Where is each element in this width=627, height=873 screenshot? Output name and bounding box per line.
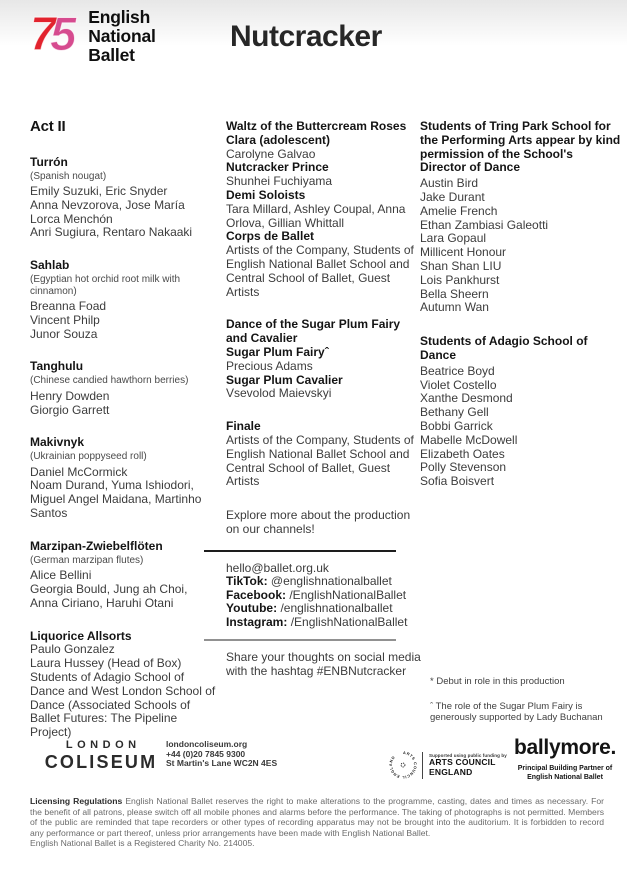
student-name: Bobbi Garrick	[420, 418, 493, 433]
coliseum-phone: +44 (0)20 7845 9300	[166, 748, 246, 759]
student-group-title: Students of Tring Park School for the Performing Arts appear by kind permission of the School's Director of Dance	[420, 119, 621, 175]
svg-text:ARTS COUNCIL ENGLAND: ARTS COUNCIL ENGLAND	[389, 751, 417, 779]
divider-top	[204, 550, 396, 552]
role-name: Corps de Ballet	[226, 229, 315, 244]
ballymore-tagline: Principal Building Partner of English National Ballet	[517, 765, 613, 781]
student-name: Bethany Gell	[420, 405, 489, 420]
cast-section	[30, 436, 216, 520]
section-title: Turrón	[30, 154, 68, 169]
social-network-label: Facebook:	[226, 587, 287, 602]
student-name: Austin Bird	[420, 176, 479, 191]
student-name: Polly Stevenson	[420, 460, 507, 475]
col1-sections	[30, 156, 216, 740]
student-name: Mabelle McDowell	[420, 432, 518, 447]
licensing-text: English National Ballet reserves the right to make alterations to the programme, casting, dates and times as necessary. For the benefit of all patrons, please switch off all mobile phones and alarms before the performance. The taking of photographs is not permitted. Members of the public are reminded that tape recorders or other types of recording apparatus may not be brought into the auditorium. It is forbidden to record any performance or part thereof, unless prior arrangements have been made with English National Ballet.	[30, 796, 604, 838]
licensing-regulations	[30, 796, 604, 849]
student-name: Millicent Honour	[420, 245, 507, 260]
social-network-label: TikTok:	[226, 574, 268, 589]
student-name: Violet Costello	[420, 377, 497, 392]
social-link-line	[226, 589, 421, 603]
cast-names: Junor Souza	[30, 326, 98, 341]
social-links	[226, 575, 421, 629]
section-title: Sahlab	[30, 258, 70, 273]
act-heading: Act II	[30, 118, 66, 135]
section-subtitle: (Chinese candied hawthorn berries)	[30, 375, 189, 387]
coliseum-logo-line2: COLISEUM	[44, 752, 158, 772]
cast-names: Alice Bellini	[30, 568, 92, 583]
arts-council-text	[429, 753, 507, 776]
section-title: Makivnyk	[30, 435, 85, 450]
charity-line: English National Ballet is a Registered Charity No. 214005.	[30, 838, 255, 849]
cast-section	[30, 156, 216, 240]
divider-bottom	[204, 639, 396, 641]
social-handle: /EnglishNationalBallet	[287, 614, 408, 629]
coliseum-address: St Martin's Lane WC2N 4ES	[166, 758, 278, 769]
student-name: Lara Gopaul	[420, 231, 487, 246]
cast-names: Henry Dowden	[30, 388, 110, 403]
student-name: Elizabeth Oates	[420, 446, 505, 461]
cast-names: Emily Suzuki, Eric Snyder	[30, 184, 168, 199]
social-link-line	[226, 616, 421, 630]
london-coliseum-logo	[36, 739, 166, 773]
role-name: Nutcracker Prince	[226, 160, 329, 175]
col2-sections	[226, 120, 421, 489]
enb-logo	[30, 8, 156, 65]
cast-names: Anna Nevzorova, Jose María Lorca Menchón	[30, 197, 185, 226]
cast-column-principals	[226, 120, 421, 679]
cast-section	[30, 540, 216, 611]
cast-section	[30, 259, 216, 341]
enb-wordmark-line3: Ballet	[88, 45, 135, 65]
role-name: Clara (adolescent)	[226, 132, 331, 147]
student-name: Ethan Zambiasi Galeotti	[420, 217, 549, 232]
cast-names: Shunhei Fuchiyama	[226, 174, 333, 189]
student-name: Bella Sheern	[420, 286, 489, 301]
student-name: Autumn Wan	[420, 300, 489, 315]
social-link-line	[226, 575, 421, 589]
ballymore-wordmark: ballymore.	[513, 736, 617, 759]
cast-names: Laura Hussey (Head of Box)	[30, 656, 182, 671]
logo-digit-5: 5	[50, 7, 71, 60]
cast-names: Artists of the Company, Students of English National Ballet School and Central School of Ballet, Guest Artists	[226, 432, 414, 489]
section-subtitle: (Ukrainian poppyseed roll)	[30, 451, 147, 463]
role-name: Sugar Plum Fairyˆ	[226, 344, 329, 359]
section-subtitle: (Spanish nougat)	[30, 170, 107, 182]
cast-names: Noam Durand, Yuma Ishiodori, Miguel Angel Maidana, Martinho Santos	[30, 478, 202, 521]
cast-section	[226, 420, 421, 489]
contact-block	[226, 562, 421, 630]
cast-names: Georgia Bould, Jung ah Choi, Anna Ciriano, Haruhi Otani	[30, 581, 188, 610]
arts-council-separator	[422, 752, 423, 779]
licensing-paragraph	[30, 796, 604, 838]
role-name: Sugar Plum Cavalier	[226, 372, 343, 387]
section-subtitle: (Egyptian hot orchid root milk with cinnamon)	[30, 274, 181, 297]
arts-council-lockup	[389, 751, 507, 779]
cast-names: Vincent Philp	[30, 312, 100, 327]
arts-council-name-line1: ARTS COUNCIL	[429, 757, 496, 768]
cast-names: Vsevolod Maievskyi	[226, 386, 332, 401]
section-title: Finale	[226, 419, 261, 434]
licensing-label: Licensing Regulations	[30, 796, 123, 806]
student-group	[420, 335, 621, 489]
coliseum-website: londoncoliseum.org	[166, 739, 248, 749]
cast-names: Paulo Gonzalez	[30, 642, 115, 657]
cast-section	[30, 360, 216, 417]
coliseum-logo-line1: LONDON	[65, 739, 141, 751]
explore-note: Explore more about the production on our channels!	[226, 508, 411, 536]
cast-names: Giorgio Garrett	[30, 402, 110, 417]
enb-wordmark-line2: National	[88, 26, 156, 46]
social-network-label: Instagram:	[226, 614, 288, 629]
footnotes	[430, 676, 618, 737]
cast-names: Carolyne Galvao	[226, 146, 316, 161]
student-name: Beatrice Boyd	[420, 363, 495, 378]
social-handle: /EnglishNationalBallet	[286, 587, 407, 602]
role-name: Demi Soloists	[226, 187, 306, 202]
section-subtitle: (German marzipan flutes)	[30, 554, 144, 566]
section-title: Liquorice Allsorts	[30, 628, 132, 643]
section-title: Marzipan-Zwiebelflöten	[30, 538, 163, 553]
arts-council-badge-icon	[389, 751, 417, 779]
cast-names: Anri Sugiura, Rentaro Nakaaki	[30, 225, 193, 240]
section-title: Waltz of the Buttercream Roses	[226, 119, 407, 133]
social-handle: @englishnationalballet	[267, 574, 392, 589]
cast-section	[30, 630, 216, 740]
student-group	[420, 120, 621, 315]
cast-section	[226, 318, 421, 401]
enb-wordmark-line1: English	[88, 7, 151, 27]
cast-column-students	[420, 120, 621, 509]
student-group-title: Students of Adagio School of Dance	[420, 334, 588, 362]
student-name: Sofia Boisvert	[420, 474, 495, 489]
student-name: Shan Shan LIU	[420, 258, 502, 273]
social-handle: /englishnationalballet	[277, 601, 393, 616]
enb-75-anniversary-logo	[30, 8, 76, 60]
footnote-text: ˆ The role of the Sugar Plum Fairy is generously supported by Lady Buchanan	[430, 700, 603, 723]
cast-names: Precious Adams	[226, 358, 313, 373]
student-name: Lois Pankhurst	[420, 272, 500, 287]
section-title: Tanghulu	[30, 359, 84, 374]
arts-council-name-line2: ENGLAND	[429, 766, 473, 777]
arts-council-support-text: Supported using public funding by	[429, 753, 507, 759]
logo-digit-7: 7	[30, 7, 51, 60]
social-link-line	[226, 602, 421, 616]
student-name: Xanthe Desmond	[420, 391, 513, 406]
cast-names: Breanna Foad	[30, 299, 107, 314]
cast-column-divertissements	[30, 120, 216, 759]
enb-wordmark	[88, 8, 155, 65]
student-name: Amelie French	[420, 203, 498, 218]
cast-names: Artists of the Company, Students of English National Ballet School and Central School of Ballet, Guest Artists	[226, 243, 414, 299]
share-note: Share your thoughts on social media with the hashtag #ENBNutcracker	[226, 650, 421, 679]
footnote-text: * Debut in role in this production	[430, 676, 565, 687]
col3-groups	[420, 120, 621, 489]
student-name: Jake Durant	[420, 189, 485, 204]
social-network-label: Youtube:	[226, 601, 278, 616]
contact-email: hello@ballet.org.uk	[226, 560, 329, 575]
coliseum-contact	[166, 740, 277, 769]
ballymore-lockup	[503, 736, 627, 782]
cast-section	[226, 120, 421, 299]
cast-names: Daniel McCormick	[30, 464, 128, 479]
cast-names: Students of Adagio School of Dance and West London School of Dance (Associated Schools of Ballet Futures: The Pipeline Project)	[30, 669, 216, 740]
cast-names: Tara Millard, Ashley Coupal, Anna Orlova, Gillian Whittall	[226, 201, 406, 230]
section-title: Dance of the Sugar Plum Fairy and Cavalier	[226, 317, 401, 346]
production-title: Nutcracker	[230, 20, 382, 53]
